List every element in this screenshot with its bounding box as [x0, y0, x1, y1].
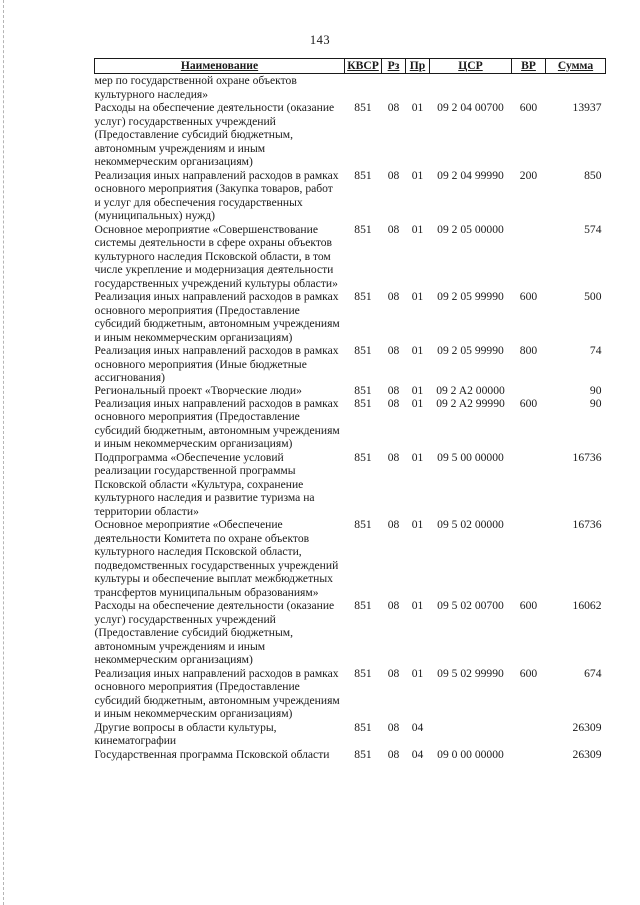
- header-sum: Сумма: [546, 59, 606, 74]
- cell-vr: [512, 74, 546, 102]
- table-row: [95, 397, 606, 451]
- cell-pr: 01: [411, 666, 424, 680]
- cell-csr: 09 5 00 00000: [437, 450, 504, 464]
- cell-kvsr: 851: [354, 747, 372, 761]
- cell-csr: 09 2 05 99990: [437, 344, 504, 357]
- header-row: [95, 59, 606, 74]
- table-row: [95, 101, 606, 169]
- cell-sum: [546, 74, 606, 102]
- header-pr: Пр: [406, 59, 430, 74]
- cell-rz: 08: [387, 344, 400, 357]
- cell-rz: 08: [387, 222, 400, 236]
- table-row: [95, 385, 606, 397]
- cell-sum: 850: [584, 168, 602, 182]
- cell-vr: 800: [519, 344, 538, 357]
- cell-pr: 01: [411, 290, 424, 303]
- cell-csr: 09 2 04 00700: [437, 101, 504, 114]
- cell-vr: [512, 721, 546, 748]
- cell-rz: 08: [387, 396, 400, 410]
- cell-csr: [430, 74, 512, 102]
- cell-kvsr: 851: [354, 290, 372, 303]
- table-row: [95, 290, 606, 344]
- table-row: [95, 667, 606, 721]
- cell-sum: 16736: [572, 450, 602, 464]
- cell-vr: 600: [519, 599, 538, 612]
- cell-name: Расходы на обеспечение деятельности (оказание услуг) государственных учреждений (Предоставление субсидий бюджетным, автономным учреждениям и иным некоммерческим организациям): [94, 599, 335, 666]
- cell-csr: 09 5 02 99990: [437, 666, 504, 680]
- cell-pr: [406, 74, 430, 102]
- cell-sum: 13937: [572, 101, 602, 114]
- table-row: [95, 169, 606, 223]
- cell-csr: 09 2 05 99990: [437, 290, 504, 303]
- cell-vr: [512, 748, 546, 762]
- cell-sum: 574: [584, 222, 602, 236]
- cell-csr: [430, 721, 512, 748]
- cell-rz: [382, 74, 406, 102]
- cell-sum: 16062: [572, 599, 602, 612]
- table-row: [95, 518, 606, 599]
- cell-csr: 09 2 04 99990: [437, 168, 504, 182]
- cell-vr: 200: [519, 168, 538, 182]
- cell-rz: 08: [387, 747, 400, 761]
- header-rz: Рз: [382, 59, 406, 74]
- cell-csr: 09 2 A2 00000: [436, 383, 505, 397]
- cell-name: Реализация иных направлений расходов в рамках основного мероприятия (Иные бюджетные ассигнования): [94, 344, 339, 384]
- cell-vr: 600: [519, 396, 538, 410]
- cell-rz: 08: [387, 383, 400, 397]
- cell-pr: 04: [411, 747, 424, 761]
- cell-vr: 600: [519, 666, 538, 680]
- cell-rz: 08: [387, 599, 400, 612]
- cell-vr: [512, 385, 546, 397]
- cell-pr: 01: [411, 222, 424, 236]
- cell-vr: 600: [519, 101, 538, 114]
- cell-sum: 26309: [572, 747, 602, 761]
- cell-name: Расходы на обеспечение деятельности (оказание услуг) государственных учреждений (Предоставление субсидий бюджетным, автономным учреждениям и иным некоммерческим организациям): [94, 101, 335, 168]
- cell-csr: 09 5 02 00700: [437, 599, 504, 612]
- cell-kvsr: 851: [354, 666, 372, 680]
- cell-name: Реализация иных направлений расходов в рамках основного мероприятия (Предоставление субсидий бюджетным, автономным учреждениям и иным некоммерческим организациям): [94, 290, 340, 344]
- cell-name: Реализация иных направлений расходов в рамках основного мероприятия (Предоставление субсидий бюджетным, автономным учреждениям и иным некоммерческим организациям): [94, 396, 340, 450]
- cell-kvsr: 851: [354, 101, 372, 114]
- cell-rz: 08: [387, 168, 400, 182]
- table-row: [95, 74, 606, 102]
- cell-kvsr: 851: [354, 599, 372, 612]
- cell-kvsr: 851: [354, 396, 372, 410]
- header-csr: ЦСР: [430, 59, 512, 74]
- cell-sum: 90: [589, 396, 602, 410]
- table-row: [95, 223, 606, 291]
- cell-vr: [512, 451, 546, 519]
- cell-pr: 01: [411, 599, 424, 612]
- cell-kvsr: 851: [354, 518, 372, 531]
- cell-csr: 09 0 00 00000: [437, 747, 504, 761]
- budget-table: [94, 58, 606, 761]
- cell-rz: 08: [387, 290, 400, 303]
- cell-rz: 08: [387, 450, 400, 464]
- cell-sum: 74: [589, 344, 602, 357]
- cell-sum: 90: [589, 383, 602, 397]
- cell-sum: 500: [584, 290, 602, 303]
- cell-csr: 09 2 05 00000: [437, 222, 504, 236]
- table-row: [95, 451, 606, 519]
- cell-kvsr: 851: [354, 168, 372, 182]
- cell-rz: 08: [387, 518, 400, 531]
- table-header: [95, 59, 606, 74]
- cell-kvsr: 851: [354, 720, 372, 734]
- header-vr: ВР: [512, 59, 546, 74]
- header-name: Наименование: [95, 59, 345, 74]
- cell-pr: 01: [411, 383, 424, 397]
- cell-kvsr: 851: [354, 383, 372, 397]
- cell-sum: 674: [584, 666, 602, 680]
- cell-rz: 08: [387, 101, 400, 114]
- cell-name: Реализация иных направлений расходов в рамках основного мероприятия (Предоставление субсидий бюджетным, автономным учреждениям и иным некоммерческим организациям): [94, 666, 340, 720]
- cell-name: Основное мероприятие «Обеспечение деятельности Комитета по охране объектов культурного наследия Псковской области, подведомственных государственных учреждений культуры и обеспечение выплат межбюджетных трансфертов муниципальным образованиям»: [94, 518, 339, 599]
- cell-vr: 600: [519, 290, 538, 303]
- cell-name: Основное мероприятие «Совершенствование системы деятельности в сфере охраны объектов культурного наследия Псковской области, в том числе укрепление и модернизация деятельности государственных учреждений культуры области»: [94, 222, 338, 290]
- cell-pr: 01: [411, 344, 424, 357]
- cell-rz: 08: [387, 720, 400, 734]
- cell-csr: 09 2 A2 99990: [436, 396, 505, 410]
- cell-name: мер по государственной охране объектов культурного наследия»: [94, 74, 297, 101]
- cell-kvsr: 851: [354, 450, 372, 464]
- cell-pr: 01: [411, 101, 424, 114]
- table-row: [95, 344, 606, 385]
- cell-name: Подпрограмма «Обеспечение условий реализации государственной программы Псковской области «Культура, сохранение культурного наследия и развитие туризма на территории области»: [94, 450, 315, 518]
- cell-rz: 08: [387, 666, 400, 680]
- cell-name: Региональный проект «Творческие люди»: [94, 383, 302, 397]
- table-row: [95, 721, 606, 748]
- cell-pr: 01: [411, 396, 424, 410]
- cell-pr: 04: [411, 720, 424, 734]
- cell-vr: [512, 518, 546, 599]
- cell-sum: 26309: [572, 720, 602, 734]
- table-row: [95, 748, 606, 762]
- cell-csr: 09 5 02 00000: [437, 518, 504, 531]
- cell-name: Другие вопросы в области культуры, кинематографии: [94, 720, 277, 747]
- cell-name: Реализация иных направлений расходов в рамках основного мероприятия (Закупка товаров, работ и услуг для обеспечения государственных (муниципальных) нужд): [94, 168, 339, 222]
- scan-edge-line: [3, 0, 4, 905]
- cell-vr: [512, 223, 546, 291]
- cell-kvsr: 851: [354, 344, 372, 357]
- cell-pr: 01: [411, 518, 424, 531]
- table-row: [95, 599, 606, 667]
- cell-kvsr: 851: [354, 222, 372, 236]
- table-body: [95, 74, 606, 762]
- page-number: 143: [309, 33, 331, 47]
- header-kvsr: КВСР: [345, 59, 382, 74]
- cell-pr: 01: [411, 168, 424, 182]
- cell-name: Государственная программа Псковской области: [94, 747, 330, 761]
- cell-pr: 01: [411, 450, 424, 464]
- cell-kvsr: [345, 74, 382, 102]
- cell-sum: 16736: [572, 518, 602, 531]
